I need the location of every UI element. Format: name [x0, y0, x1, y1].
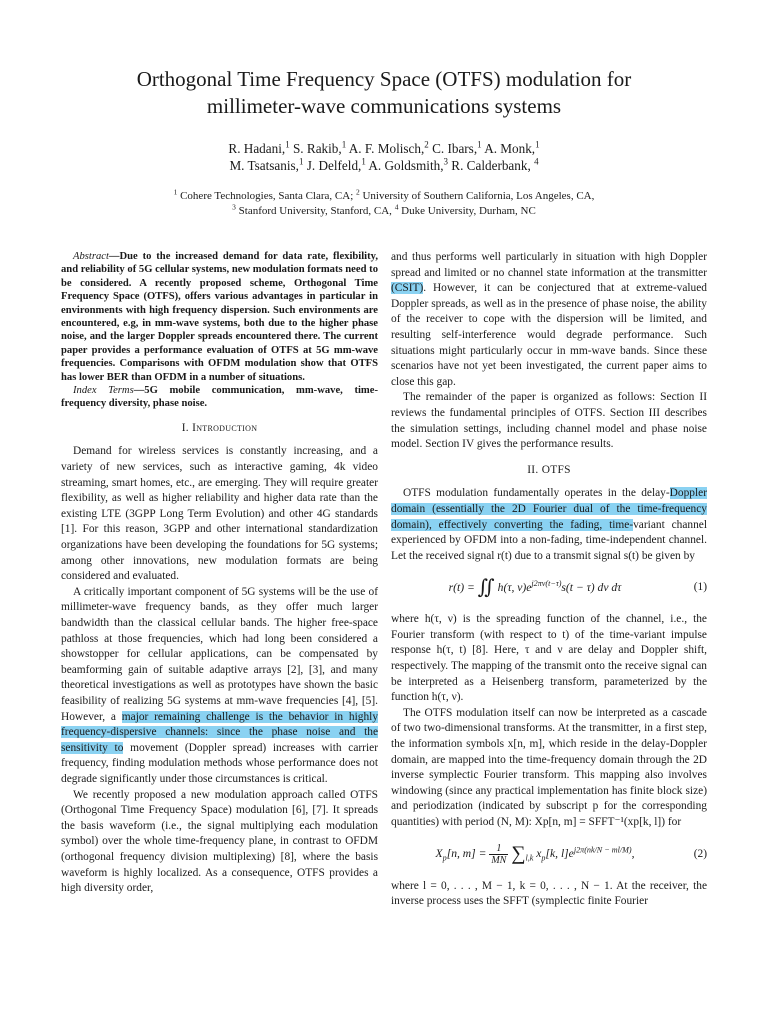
section-heading-otfs [391, 463, 707, 479]
highlighted-text: Doppler domain (essentially the 2D Fourier dual of the time-frequency domain), effectively converting the fading, time- [391, 487, 707, 531]
author: C. Ibars, [432, 141, 478, 156]
author: A. F. Molisch, [348, 141, 425, 156]
otfs-paragraph-1 [391, 486, 707, 564]
author: S. Rakib, [292, 141, 342, 156]
affiliation: Cohere Technologies, Santa Clara, CA; [180, 190, 354, 202]
paragraph-text: A critically important component of 5G systems will be the use of millimeter-wave frequency bands, as they offer much larger bandwidth than the classical cellular bands. The higher free-space pathloss at those frequencies, which had long been considered a showstopper for cellular applications, can be compensated by beamforming gain of suitable adaptive arrays [2], [3], and many theoretical investigations as well as prototypes have shown the basic feasibility of realizing 5G systems at mm-wave frequencies [4], [5]. However, a [61, 585, 378, 723]
intro-paragraph-4: The remainder of the paper is organized as follows: Section II reviews the fundamental principles of OTFS. Section III describes the simulation settings, including channel model and phase noise model. Section IV gives the performance results. [391, 391, 707, 451]
author: J. Delfeld, [306, 158, 362, 173]
paper-title [0, 66, 768, 120]
index-terms-label: Index Terms [73, 385, 134, 397]
affiliation-marker: 2 [356, 187, 360, 197]
affiliation-marker: 3 [443, 156, 448, 167]
author-line-1 [0, 140, 768, 157]
abstract-label: Abstract [73, 251, 109, 262]
affiliation-marker: 4 [534, 156, 539, 167]
affiliation-marker: 1 [361, 156, 366, 167]
affiliation: Stanford University, Stanford, CA, [238, 205, 392, 217]
author: R. Hadani, [228, 141, 286, 156]
section-heading-introduction [61, 421, 378, 437]
author: R. Calderbank, [451, 158, 531, 173]
affiliation: University of Southern California, Los Angeles, CA, [362, 190, 595, 202]
affiliation-marker: 1 [173, 187, 178, 197]
index-terms [61, 384, 378, 411]
affiliation-marker: 1 [341, 139, 347, 150]
affiliation-marker: 1 [477, 139, 482, 150]
equation-1 [391, 573, 707, 603]
paragraph-text: OTFS modulation fundamentally operates in the delay- [403, 487, 670, 500]
title-line-2: millimeter-wave communications systems [206, 94, 562, 118]
affiliation-line-1 [0, 189, 768, 204]
index-terms-text: —5G mobile communication, mm-wave, time-frequency diversity, phase noise. [61, 385, 378, 410]
otfs-paragraph-3: The OTFS modulation itself can now be interpreted as a cascade of two two-dimensional transforms. At the transmitter, in a first step, the information symbols x[n, m], which reside in the delay-Doppler domain, are mapped into the time-frequency domain through the 2D inverse symplectic Fourier transform. This mapping also involves windowing (since any practical implementation has finite block size) and periodization (indicated by subscript p for the corresponding quantities) with period (N, M): Xp[n, m] = SFFT⁻¹(xp[k, l]) for [391, 706, 707, 828]
affiliation-marker: 4 [394, 202, 399, 212]
paragraph-text: variant channel experienced by OFDM into a non-fading, time-independent channel. Let the received signal r(t) due to a transmit signal s(t) be given by [391, 518, 707, 562]
author: M. Tsatsanis, [229, 158, 299, 173]
paragraph-text: and thus performs well particularly in situation with high Doppler spread and limited or no channel state information at the transmitter [391, 251, 707, 279]
author: A. Goldsmith, [368, 158, 444, 173]
right-column [391, 250, 707, 910]
affiliation-marker: 3 [232, 202, 236, 212]
affiliation-line-2 [0, 204, 768, 219]
highlighted-text: (CSIT) [391, 282, 424, 295]
paragraph-text: movement (Doppler spread) increases with carrier frequency, finding modulation methods whose performance does not degrade significantly under those circumstances is critical. [61, 741, 378, 785]
affiliations [0, 189, 768, 219]
affiliation-marker: 1 [298, 156, 304, 167]
affiliation: Duke University, Durham, NC [401, 205, 536, 217]
equation-body: r(t) = ∬ h(τ, $\nu)e^{j2\pi\nu(t-\tau)}s(t - \tau)$ dν dτ [448, 576, 622, 599]
affiliation-marker: 1 [285, 139, 290, 150]
author-list [0, 140, 768, 174]
abstract [61, 250, 378, 384]
section-number: II. [527, 463, 539, 476]
abstract-text: —Due to the increased demand for data rate, flexibility, and reliability of 5G cellular systems, new modulation formats need to be considered. A recently proposed scheme, Orthogonal Time Frequency Space (OTFS), offers various advantages in particular in environments with high frequency dispersion. Such environments are encountered, e.g, in mm-wave systems, both due to the higher phase noise, and the larger Doppler spreads encountered there. The current paper provides a performance evaluation of OTFS at 5G mm-wave frequencies. Comparisons with OFDM modulation show that OTFS has lower BER than OFDM in a number of situations. [61, 251, 378, 383]
intro-paragraph-1: Demand for wireless services is constantly increasing, and a variety of new services, such as interactive gaming, 4k video streaming, smart homes, etc., are emerging. They will require greater flexibility, as well as higher reliability and higher data rate than the existing LTE (3GPP Long Term Evolution) and other 4G standards [1]. For this reason, 3GPP and other international standardization organizations have been developing the foundations for 5G systems; among other innovations, new modulation formats are being considered and evaluated. [61, 445, 378, 583]
section-title: Introduction [192, 421, 258, 434]
affiliation-marker: 2 [424, 139, 429, 150]
equation-number: (1) [693, 581, 707, 594]
intro-paragraph-3-continued [391, 250, 707, 390]
title-line-1: Orthogonal Time Frequency Space (OTFS) modulation for [136, 67, 632, 91]
equation-number: (2) [693, 847, 707, 860]
section-number: I. [181, 421, 189, 434]
highlighted-text: major remaining challenge is the behavior in highly frequency-dispersive channels: since the phase noise and the sensitivity to [61, 710, 379, 754]
section-title: OTFS [541, 463, 571, 476]
paragraph-text: . However, it can be conjectured that at extreme-valued Doppler spreads, as well as in the presence of phase noise, the ability of the receiver to cope with the dispersion will be limited, and resulting self-interference would degrade performance. Such situations might particularly occur in mm-wave bands. Since these scenarios have not yet been investigated, the current paper aims to close this gap. [391, 282, 707, 388]
left-column [61, 250, 378, 897]
author-line-2 [0, 157, 768, 174]
intro-paragraph-3: We recently proposed a new modulation approach called OTFS (Orthogonal Time Frequency Space) modulation [6], [7]. It spreads the basis waveform (i.e., the signal multiplying each modulation symbol) over the whole time-frequency plane, in contrast to OFDM (orthogonal frequency division multiplexing) [8], where the basis waveform is highly localized. As a consequence, OTFS provides a high diversity order, [61, 788, 378, 895]
author: A. Monk, [484, 141, 536, 156]
otfs-paragraph-4: where l = 0, . . . , M − 1, k = 0, . . . , N − 1. At the receiver, the inverse process uses the SFFT (symplectic finite Fourier [391, 879, 707, 908]
equation-body: $X_p[n$, m] = $\frac{1}{MN}$ $\sum_{l,k}$ $x_p[k$, $l]e^{j2\pi(nk/N - ml/M)}$, [435, 842, 635, 867]
intro-paragraph-2 [61, 585, 378, 788]
equation-2 [391, 840, 707, 870]
otfs-paragraph-2: where h(τ, ν) is the spreading function of the channel, i.e., the Fourier transform (with respect to t) of the time-variant impulse response h(τ, t) [8]. Here, τ and ν are delay and Doppler shift, respectively. The mapping of the transmit onto the receive signal can be interpreted as a Heisenberg transform, parameterized by the function h(τ, ν). [391, 613, 707, 704]
affiliation-marker: 1 [535, 139, 540, 150]
